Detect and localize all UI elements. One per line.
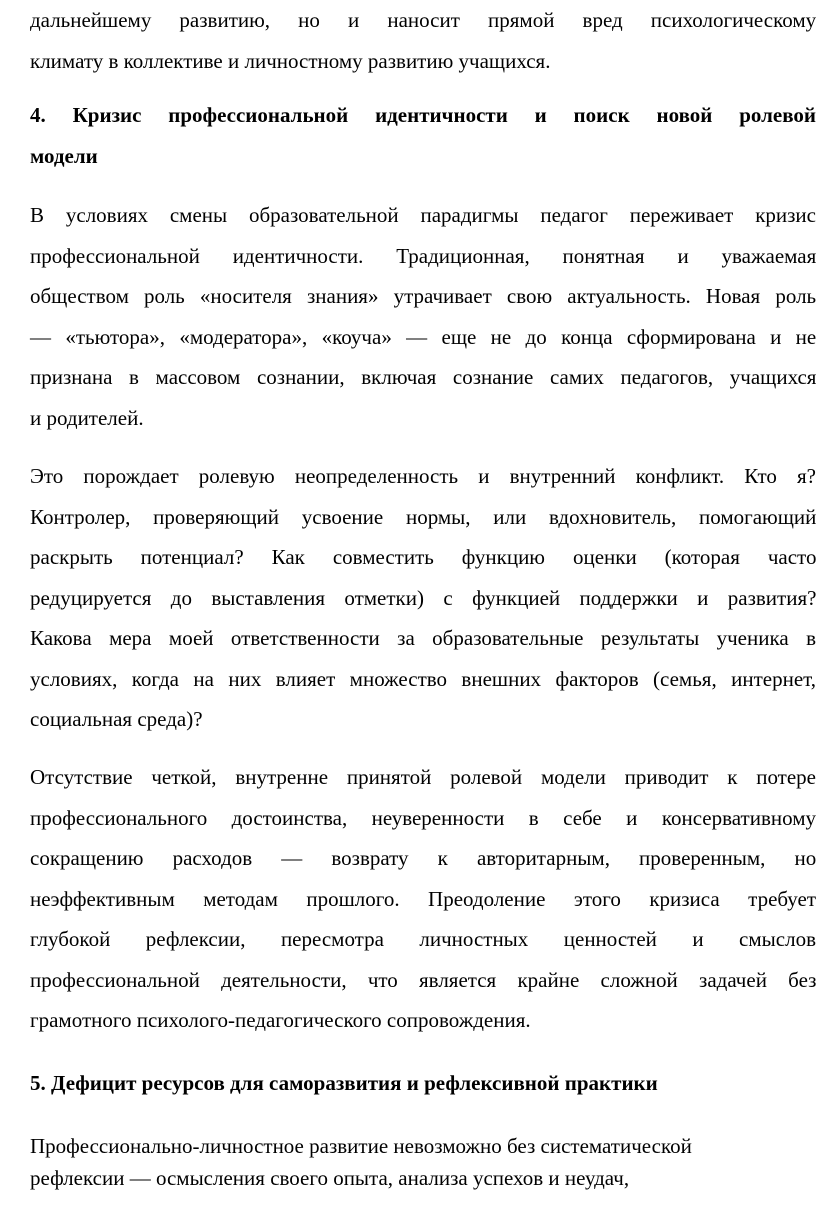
heading-line: модели — [30, 143, 98, 168]
section-4-paragraph-2 — [30, 456, 816, 740]
text-line: В условиях смены образовательной парадигмы педагог переживает кризис — [30, 203, 816, 227]
text-line: грамотного психолого-педагогического сопровождения. — [30, 1008, 531, 1032]
section-4-paragraph-1 — [30, 195, 816, 438]
text-line: Профессионально-личностное развитие невозможно без систематической — [30, 1134, 692, 1158]
text-line: Отсутствие четкой, внутренне принятой ролевой модели приводит к потере — [30, 765, 816, 789]
text-line: Контролер, проверяющий усвоение нормы, или вдохновитель, помогающий — [30, 504, 816, 529]
text-line: социальная среда)? — [30, 707, 203, 731]
text-line: раскрыть потенциал? Как совместить функцию оценки (которая часто — [30, 545, 816, 569]
text-line: сокращению расходов — возврату к авторитарным, проверенным, но — [30, 846, 816, 870]
text-line: рефлексии — осмысления своего опыта, анализа успехов и неудач, — [30, 1166, 630, 1190]
text-line: дальнейшему развитию, но и наносит прямой вред психологическому — [30, 8, 816, 32]
text-line: обществом роль «носителя знания» утрачивает свою актуальность. Новая роль — [30, 284, 816, 308]
text-line: профессионального достоинства, неуверенности в себе и консервативному — [30, 805, 816, 830]
text-line: и родителей. — [30, 405, 144, 430]
text-line: глубокой рефлексии, пересмотра личностных ценностей и смыслов — [30, 927, 816, 951]
text-line: неэффективным методам прошлого. Преодоление этого кризиса требует — [30, 886, 816, 911]
text-line: Это порождает ролевую неопределенность и внутренний конфликт. Кто я? — [30, 464, 816, 488]
text-line: Какова мера моей ответственности за образовательные результаты ученика в — [30, 626, 816, 650]
text-line: признана в массовом сознании, включая сознание самих педагогов, учащихся — [30, 365, 816, 389]
section-4-heading — [30, 95, 816, 176]
section-5-paragraph-1 — [30, 1130, 790, 1194]
text-line: профессиональной идентичности. Традиционная, понятная и уважаемая — [30, 243, 816, 268]
section-4-paragraph-3 — [30, 757, 816, 1041]
text-line: климату в коллективе и личностному развитию учащихся. — [30, 48, 551, 73]
section-5-heading — [30, 1063, 816, 1104]
heading-line: 4. Кризис профессиональной идентичности и поиск новой ролевой — [30, 103, 816, 127]
heading-line: 5. Дефицит ресурсов для саморазвития и рефлексивной практики — [30, 1071, 658, 1095]
continuation-paragraph — [30, 0, 816, 81]
text-line: условиях, когда на них влияет множество внешних факторов (семья, интернет, — [30, 666, 816, 691]
text-line: — «тьютора», «модератора», «коуча» — еще не до конца сформирована и не — [30, 324, 816, 349]
text-line: редуцируется до выставления отметки) с функцией поддержки и развития? — [30, 585, 816, 610]
text-line: профессиональной деятельности, что является крайне сложной задачей без — [30, 967, 816, 992]
